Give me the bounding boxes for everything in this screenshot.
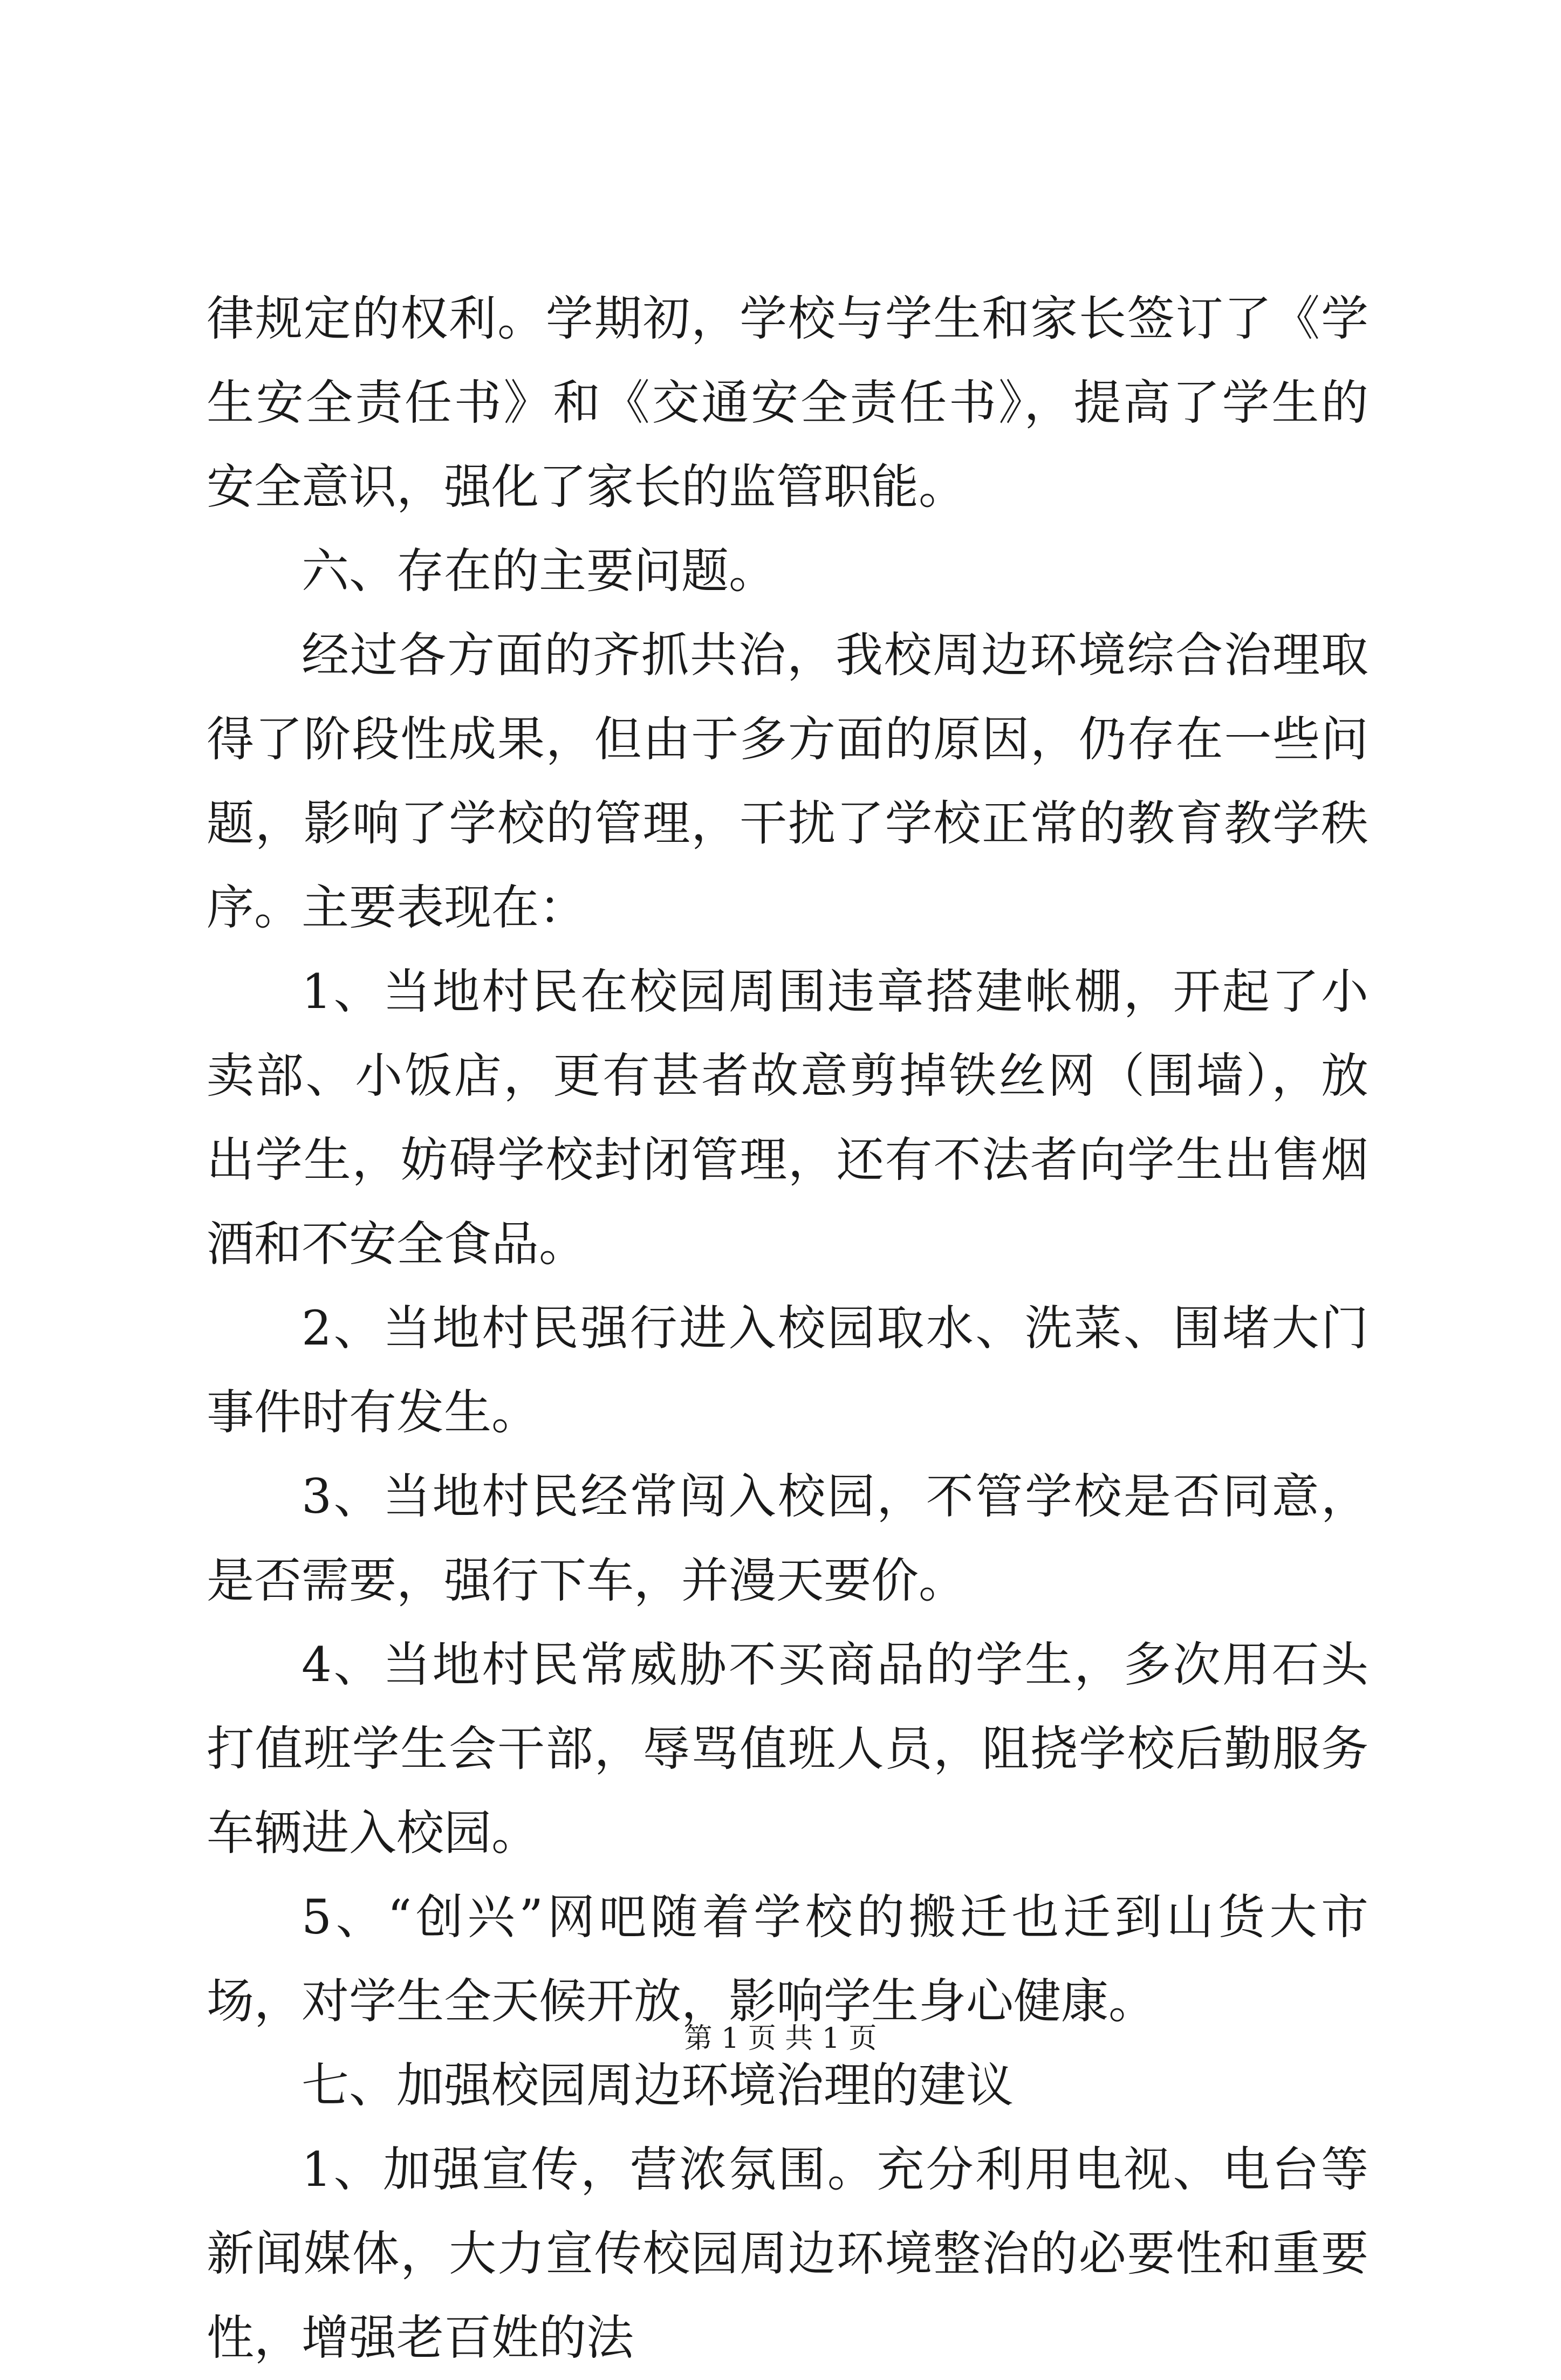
paragraph-9: 七、加强校园周边环境治理的建议 — [302, 2057, 1014, 2113]
paragraph-1: 律规定的权利。学期初，学校与学生和家长签订了《学生安全责任书》和《交通安全责任书》，提高了学生的安全意识，强化了家长的监管职能。 — [207, 291, 1368, 515]
paragraph-3: 经过各方面的齐抓共治，我校周边环境综合治理取得了阶段性成果，但由于多方面的原因，仍存在一些问题，影响了学校的管理，干扰了学校正常的教育教学秩序。主要表现在： — [207, 627, 1368, 935]
paragraph-4: 1、当地村民在校园周围违章搭建帐棚，开起了小卖部、小饭店，更有甚者故意剪掉铁丝网（围墙），放出学生，妨碍学校封闭管理，还有不法者向学生出售烟酒和不安全食品。 — [207, 964, 1368, 1272]
paragraph-8: 5、“创兴”网吧随着学校的搬迁也迁到山货大市场，对学生全天候开放，影响学生身心健康。 — [207, 1889, 1368, 2029]
paragraph-5: 2、当地村民强行进入校园取水、洗菜、围堵大门事件时有发生。 — [207, 1300, 1368, 1440]
document-body — [207, 277, 1368, 2380]
paragraph-6: 3、当地村民经常闯入校园，不管学校是否同意，是否需要，强行下车，并漫天要价。 — [207, 1469, 1368, 1608]
page-footer: 第 1 页 共 1 页 — [684, 2022, 877, 2055]
paragraph-10: 1、加强宣传，营浓氛围。充分利用电视、电台等新闻媒体，大力宣传校园周边环境整治的必要性和重要性，增强老百姓的法 — [207, 2142, 1368, 2365]
paragraph-7: 4、当地村民常威胁不买商品的学生，多次用石头打值班学生会干部，辱骂值班人员，阻挠学校后勤服务车辆进入校园。 — [207, 1637, 1368, 1861]
paragraph-2: 六、存在的主要问题。 — [302, 543, 777, 599]
